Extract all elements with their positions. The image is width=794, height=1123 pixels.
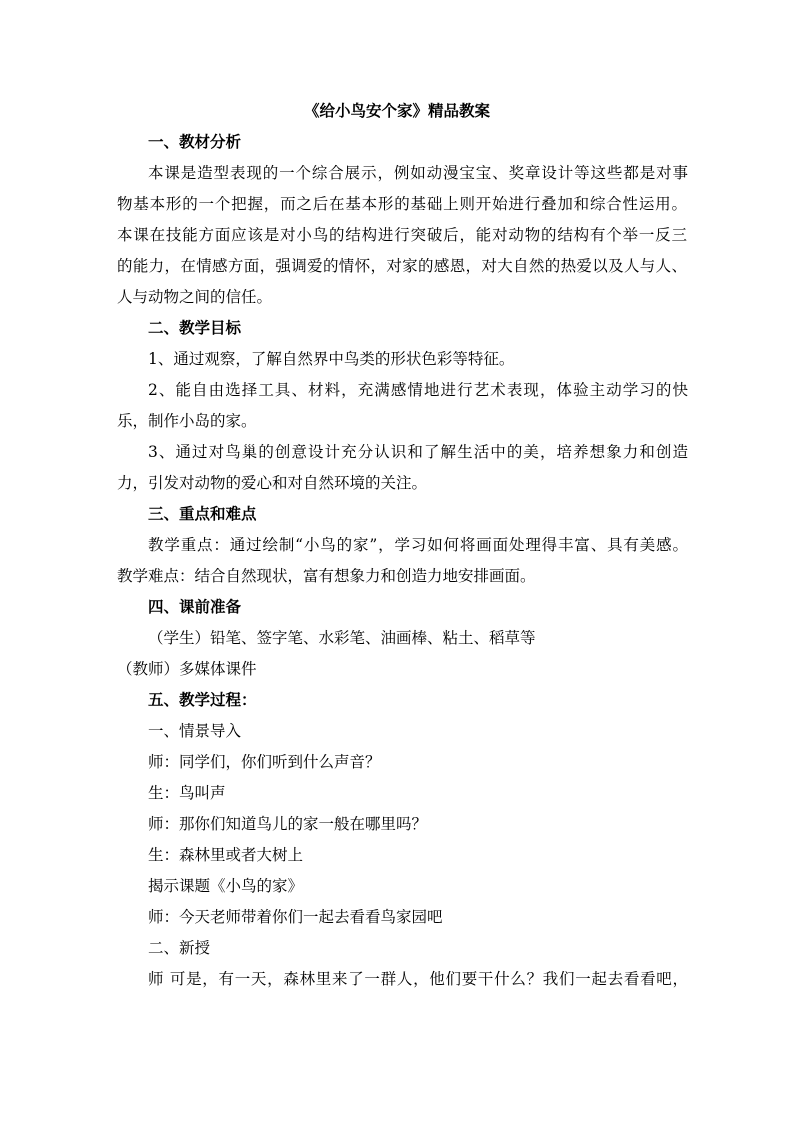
goal-item: 1、通过观察，了解自然界中鸟类的形状色彩等特征。 <box>148 350 515 368</box>
dialogue-line: 师：那你们知道鸟儿的家一般在哪里吗？ <box>148 815 428 833</box>
section-heading-preparation: 四、课前准备 <box>148 597 242 616</box>
goal-item: 2、能自由选择工具、材料，充满感情地进行艺术表现，体验主动学习的快 <box>148 381 688 399</box>
paragraph-line: 本课是造型表现的一个综合展示，例如动漫宝宝、奖章设计等这些都是对事 <box>148 164 688 182</box>
section-heading-key-points: 三、重点和难点 <box>148 504 257 523</box>
paragraph-line: 物基本形的一个把握，而之后在基本形的基础上则开始进行叠加和综合性运用。 <box>117 195 687 213</box>
dialogue-line: 师：同学们，你们听到什么声音？ <box>148 753 381 771</box>
dialogue-line: 生：森林里或者大树上 <box>148 846 304 864</box>
dialogue-line: 师：今天老师带着你们一起去看看鸟家园吧 <box>148 908 443 926</box>
process-line: 一、情景导入 <box>148 722 242 740</box>
student-materials-line: （学生）铅笔、签字笔、水彩笔、油画棒、粘土、稻草等 <box>148 629 536 647</box>
goal-item: 3、通过对鸟巢的创意设计充分认识和了解生活中的美，培养想象力和创造 <box>148 443 688 461</box>
goal-item-continuation: 乐，制作小岛的家。 <box>117 412 257 430</box>
dialogue-line: 师 可是，有一天，森林里来了一群人，他们要干什么？我们一起去看看吧， <box>148 970 688 988</box>
process-line: 揭示课题《小鸟的家》 <box>148 877 304 895</box>
section-heading-teaching-goals: 二、教学目标 <box>148 318 242 337</box>
goal-item-continuation: 力，引发对动物的爱心和对自然环境的关注。 <box>117 474 428 492</box>
dialogue-line: 生：鸟叫声 <box>148 784 226 802</box>
section-heading-textbook-analysis: 一、教材分析 <box>148 132 242 151</box>
process-line: 二、新授 <box>148 939 211 957</box>
teacher-materials-line: （教师）多媒体课件 <box>117 660 257 678</box>
paragraph-line: 本课在技能方面应该是对小鸟的结构进行突破后，能对动物的结构有个举一反三 <box>117 226 687 244</box>
paragraph-line: 人与动物之间的信任。 <box>117 288 273 306</box>
difficulty-line: 教学难点：结合自然现状，富有想象力和创造力地安排画面。 <box>117 567 536 585</box>
section-heading-teaching-process: 五、教学过程： <box>148 690 257 709</box>
paragraph-line: 的能力，在情感方面，强调爱的情怀，对家的感恩，对大自然的热爱以及人与人、 <box>117 257 687 275</box>
document-title: 《给小鸟安个家》精品教案 <box>303 101 490 120</box>
key-point-line: 教学重点：通过绘制“小鸟的家”，学习如何将画面处理得丰富、具有美感。 <box>148 536 688 554</box>
